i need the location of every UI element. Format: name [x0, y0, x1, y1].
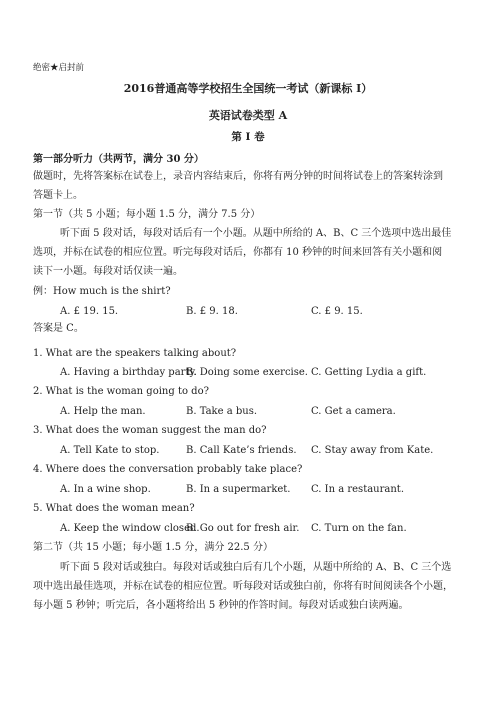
exam-title: 2016普通高等学校招生全国统一考试（新课标 I） [123, 82, 373, 95]
q2-option-a: A. Help the man. [60, 406, 146, 417]
section1-heading: 第一节（共 5 小题；每小题 1.5 分，满分 7.5 分） [33, 209, 261, 220]
section1-instruction-line: 听下面 5 段对话，每段对话后有一个小题。从题中所给的 A、B、C 三个选项中选出最佳 [60, 228, 452, 239]
volume-title: 第 I 卷 [231, 131, 265, 143]
part1-intro-line: 做题时，先将答案标在试卷上，录音内容结束后，你将有两分钟的时间将试卷上的答案转涂到 [33, 171, 443, 182]
q2-option-c: C. Get a camera. [311, 406, 396, 417]
example-question: 例：How much is the shirt? [33, 286, 171, 297]
section1-instruction-line: 读下一小题。每段对话仅读一遍。 [33, 266, 183, 277]
question-3: 3. What does the woman suggest the man do? [33, 425, 267, 436]
q1-option-b: B. Doing some exercise. [186, 367, 308, 378]
question-4: 4. Where does the conversation probably take place? [33, 464, 303, 475]
q1-option-c: C. Getting Lydia a gift. [311, 367, 427, 378]
q4-option-c: C. In a restaurant. [311, 484, 404, 495]
q5-option-a: A. Keep the window closed. [60, 523, 200, 534]
q4-option-a: A. In a wine shop. [60, 484, 151, 495]
example-option-b: B. £ 9. 18. [186, 306, 238, 317]
q3-option-c: C. Stay away from Kate. [311, 445, 434, 456]
q5-option-b: B. Go out for fresh air. [186, 523, 300, 534]
q3-option-b: B. Call Kate’s friends. [186, 445, 297, 456]
question-1: 1. What are the speakers talking about? [33, 348, 237, 359]
secret-mark: 绝密★启封前 [33, 63, 85, 73]
section1-instruction-line: 选项，并标在试卷的相应位置。听完每段对话后，你都有 10 秒钟的时间来回答有关小题和阅 [33, 247, 443, 258]
part1-heading: 第一部分听力（共两节，满分 30 分） [33, 154, 204, 165]
q5-option-c: C. Turn on the fan. [311, 523, 407, 534]
q1-option-a: A. Having a birthday party. [60, 367, 197, 378]
example-option-a: A. £ 19. 15. [60, 306, 119, 317]
part1-intro-line: 答题卡上。 [33, 190, 83, 201]
q3-option-a: A. Tell Kate to stop. [60, 445, 160, 456]
paper-title: 英语试卷类型 A [208, 109, 288, 122]
question-5: 5. What does the woman mean? [33, 503, 195, 514]
section2-heading: 第二节（共 15 小题；每小题 1.5 分，满分 22.5 分） [33, 542, 273, 553]
q2-option-b: B. Take a bus. [186, 406, 258, 417]
section2-instruction-line: 项中选出最佳选项，并标在试卷的相应位置。听每段对话或独白前，你将有时间阅读各个小题， [33, 581, 453, 592]
q4-option-b: B. In a supermarket. [186, 484, 291, 495]
example-option-c: C. £ 9. 15. [311, 306, 363, 317]
section2-instruction-line: 听下面 5 段对话或独白。每段对话或独白后有几个小题，从题中所给的 A、B、C 三个选 [60, 562, 452, 573]
section2-instruction-line: 每小题 5 秒钟；听完后，各小题将给出 5 秒钟的作答时间。每段对话或独白读两遍。 [33, 600, 409, 611]
example-answer: 答案是 C。 [33, 323, 84, 334]
question-2: 2. What is the woman going to do? [33, 386, 209, 397]
